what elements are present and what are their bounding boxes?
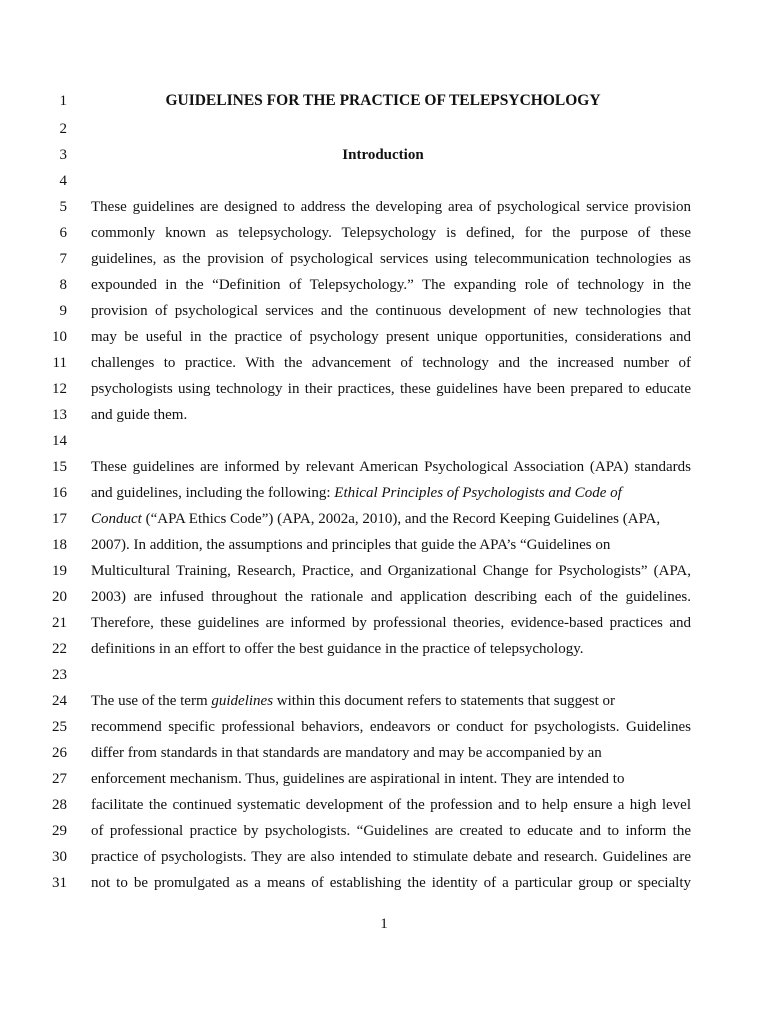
line-number: 9 (59, 303, 67, 319)
line-24 (0, 688, 768, 714)
line-5 (0, 194, 768, 220)
line-25 (0, 714, 768, 740)
body-text: enforcement mechanism. Thus, guidelines are aspirational in intent. They are intended to (91, 771, 625, 787)
line-number: 1 (59, 93, 67, 109)
italic-citation: Conduct (91, 511, 142, 527)
page-number: 1 (380, 916, 388, 932)
line-8 (0, 272, 768, 298)
line-number: 31 (52, 875, 67, 891)
line-9 (0, 298, 768, 324)
body-text: 2007). In addition, the assumptions and principles that guide the APA’s “Guidelines on (91, 537, 611, 553)
line-7 (0, 246, 768, 272)
line-number: 13 (52, 407, 67, 423)
line-14 (0, 428, 768, 454)
italic-citation: Ethical Principles of Psychologists and Code of (334, 485, 622, 501)
line-number: 20 (52, 589, 67, 605)
line-number: 18 (52, 537, 67, 553)
body-text: definitions in an effort to offer the best guidance in the practice of telepsychology. (91, 641, 584, 657)
line-number: 21 (52, 615, 67, 631)
body-text: and guide them. (91, 407, 188, 423)
text-run: and guidelines, including the following: (91, 485, 335, 501)
body-text: practice of psychologists. They are also intended to stimulate debate and research. Guidelines are (91, 849, 691, 865)
line-30 (0, 844, 768, 870)
line-20 (0, 584, 768, 610)
line-number: 11 (52, 355, 67, 371)
line-number: 8 (59, 277, 67, 293)
line-27 (0, 766, 768, 792)
line-18 (0, 532, 768, 558)
line-number: 17 (52, 511, 67, 527)
line-number: 10 (52, 329, 67, 345)
line-23 (0, 662, 768, 688)
body-text: 2003) are infused throughout the rationale and application describing each of the guidelines. (91, 589, 691, 605)
section-heading: Introduction (342, 147, 424, 163)
line-28 (0, 792, 768, 818)
line-number: 4 (59, 173, 67, 189)
line-3 (0, 142, 768, 168)
body-text: of professional practice by psychologists. “Guidelines are created to educate and to inform the (91, 823, 691, 839)
line-number: 24 (52, 693, 67, 709)
body-text: facilitate the continued systematic development of the profession and to help ensure a high level (91, 797, 691, 813)
line-1 (0, 88, 768, 114)
line-4 (0, 168, 768, 194)
line-number: 25 (52, 719, 67, 735)
line-29 (0, 818, 768, 844)
line-number: 28 (52, 797, 67, 813)
body-text: recommend specific professional behaviors, endeavors or conduct for psychologists. Guidelines (91, 719, 691, 735)
body-text: differ from standards in that standards are mandatory and may be accompanied by an (91, 745, 602, 761)
document-title: GUIDELINES FOR THE PRACTICE OF TELEPSYCHOLOGY (165, 92, 601, 109)
body-text: may be useful in the practice of psychology present unique opportunities, considerations and (91, 329, 691, 345)
line-number: 2 (59, 121, 67, 137)
line-number: 16 (52, 485, 67, 501)
line-17 (0, 506, 768, 532)
line-number: 5 (59, 199, 67, 215)
body-text: Therefore, these guidelines are informed by professional theories, evidence-based practices and (91, 615, 691, 631)
text-run: (“APA Ethics Code”) (APA, 2002a, 2010), and the Record Keeping Guidelines (APA, (141, 511, 661, 527)
line-31 (0, 870, 768, 896)
line-number: 3 (59, 147, 67, 163)
line-22 (0, 636, 768, 662)
body-text: guidelines, as the provision of psychological services using telecommunication technologies as (91, 251, 691, 267)
line-10 (0, 324, 768, 350)
line-15 (0, 454, 768, 480)
body-text (91, 506, 691, 532)
line-number: 7 (59, 251, 67, 267)
body-text (91, 688, 691, 714)
line-number: 30 (52, 849, 67, 865)
line-2 (0, 116, 768, 142)
body-text: Multicultural Training, Research, Practice, and Organizational Change for Psychologists” (APA, (91, 563, 691, 579)
italic-term: guidelines (211, 693, 274, 709)
body-text: These guidelines are designed to address the developing area of psychological service provision (91, 199, 691, 215)
line-number: 23 (52, 667, 67, 683)
body-text: challenges to practice. With the advancement of technology and the increased number of (91, 355, 691, 371)
body-text: provision of psychological services and the continuous development of new technologies that (91, 303, 691, 319)
line-number: 19 (52, 563, 67, 579)
line-number: 27 (52, 771, 67, 787)
line-number: 22 (52, 641, 67, 657)
line-number: 26 (52, 745, 67, 761)
line-number: 12 (52, 381, 67, 397)
body-text: not to be promulgated as a means of establishing the identity of a particular group or specialty (91, 875, 691, 891)
line-number: 29 (52, 823, 67, 839)
body-text: expounded in the “Definition of Telepsychology.” The expanding role of technology in the (91, 277, 691, 293)
body-text: psychologists using technology in their practices, these guidelines have been prepared to educate (91, 381, 691, 397)
line-19 (0, 558, 768, 584)
line-12 (0, 376, 768, 402)
text-run: within this document refers to statements that suggest or (273, 693, 616, 709)
line-26 (0, 740, 768, 766)
text-run: The use of the term (91, 693, 212, 709)
line-number: 14 (52, 433, 67, 449)
line-13 (0, 402, 768, 428)
line-16 (0, 480, 768, 506)
line-6 (0, 220, 768, 246)
line-number: 6 (59, 225, 67, 241)
line-21 (0, 610, 768, 636)
body-text (91, 480, 691, 506)
line-11 (0, 350, 768, 376)
body-text: These guidelines are informed by relevant American Psychological Association (APA) standards (91, 459, 691, 475)
body-text: commonly known as telepsychology. Telepsychology is defined, for the purpose of these (91, 225, 691, 241)
line-number: 15 (52, 459, 67, 475)
